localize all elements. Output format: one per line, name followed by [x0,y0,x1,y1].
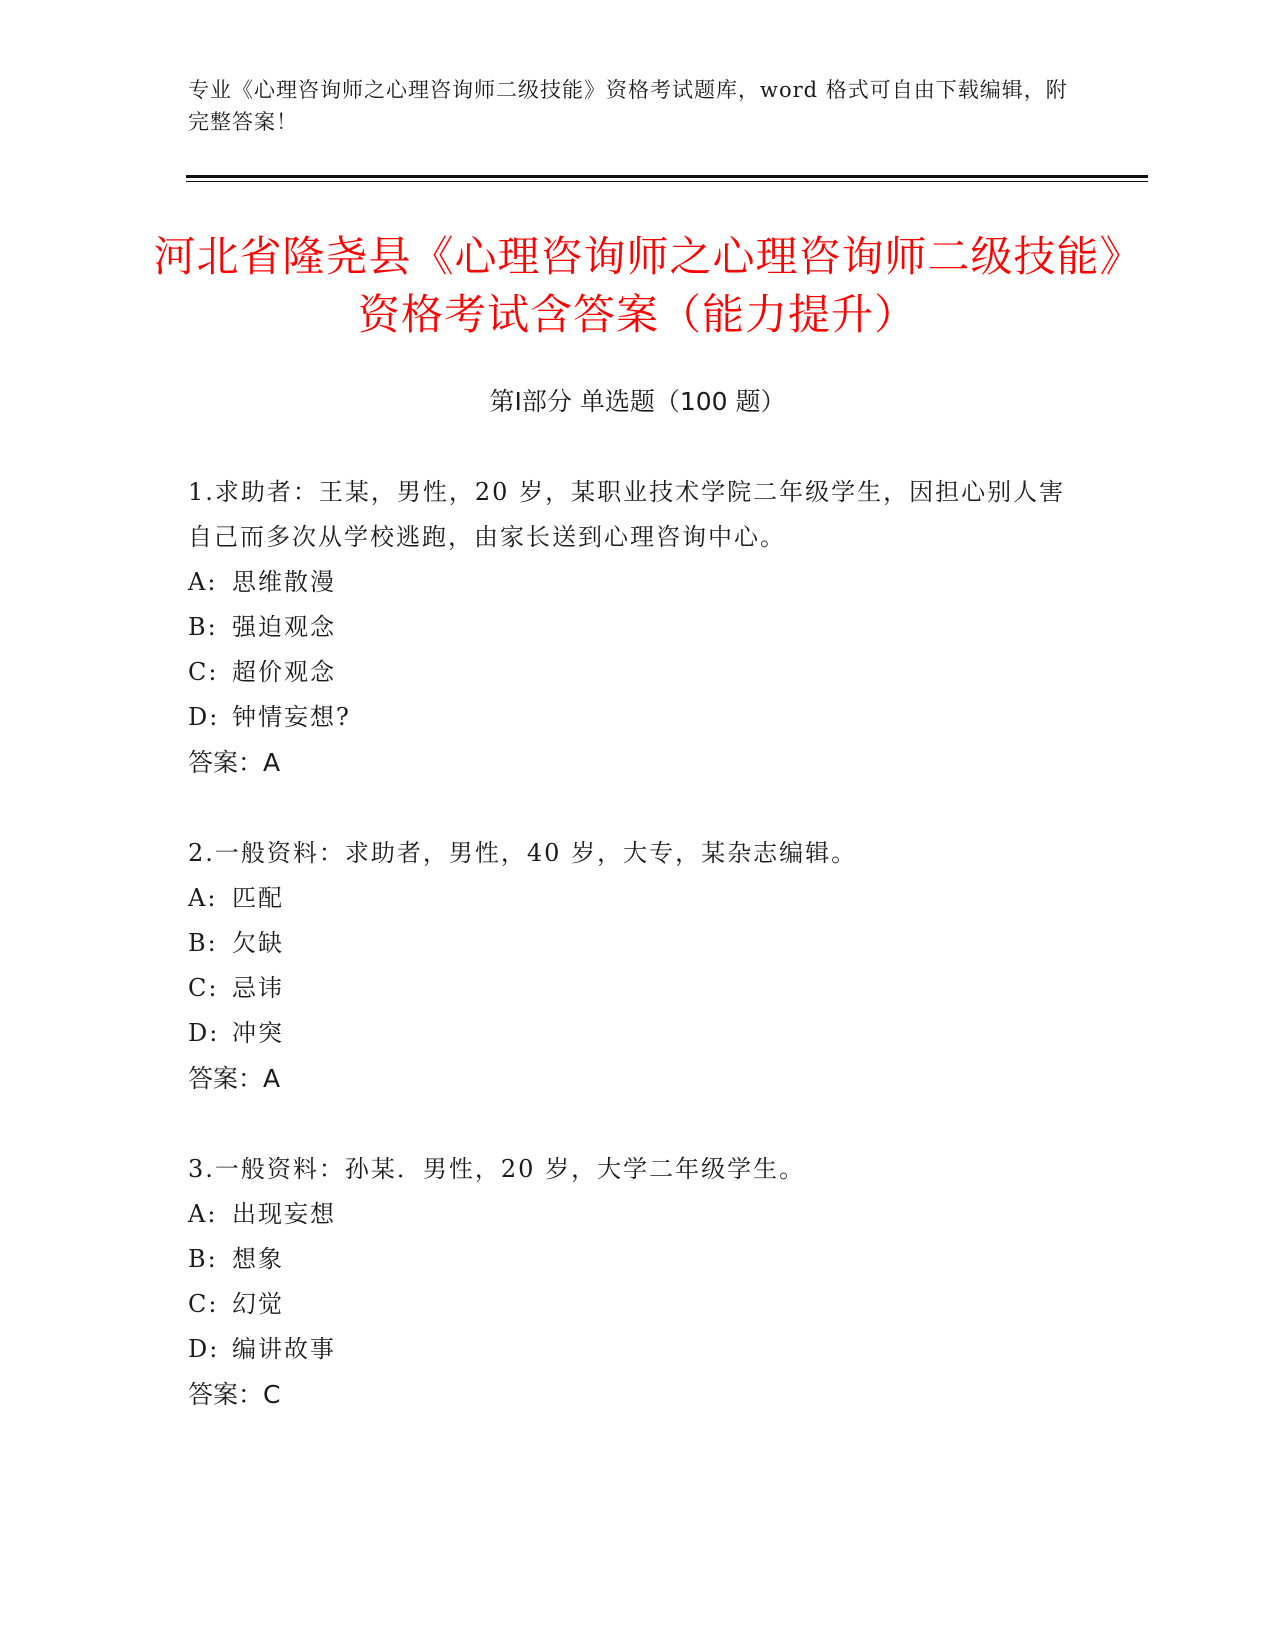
option-key: C: [188,658,219,686]
option-key: A: [188,1200,218,1228]
option-key: C: [188,1290,219,1318]
answer-line: 答案：A [188,748,281,777]
option-text: 钟情妄想? [232,703,351,731]
option-b [188,921,1068,966]
header-rule-thin [186,181,1148,182]
option-a [188,560,1068,605]
option-b [188,1237,1068,1282]
option-text: 出现妄想 [232,1200,336,1228]
answer-line: 答案：A [188,1064,281,1093]
option-key: B: [188,929,218,957]
question-3 [188,1147,1068,1417]
option-text: 幻觉 [232,1290,284,1318]
question-1 [188,470,1068,785]
option-c [188,1282,1068,1327]
option-key: A: [188,568,218,596]
option-key: C: [188,974,219,1002]
option-a [188,1192,1068,1237]
option-text: 忌讳 [232,974,284,1002]
option-text: 超价观念 [232,658,336,686]
header-note: 专业《心理咨询师之心理咨询师二级技能》资格考试题库，word 格式可自由下载编辑，附完整答案！ [188,78,1068,134]
option-text: 强迫观念 [232,613,336,641]
header-rule-thick [186,175,1148,178]
option-key: B: [188,613,218,641]
option-d [188,1011,1068,1056]
option-text: 欠缺 [232,929,284,957]
question-stem: 2.一般资料：求助者，男性，40 岁，大专，某杂志编辑。 [188,839,858,867]
answer-line: 答案：C [188,1380,281,1409]
option-c [188,966,1068,1011]
option-key: B: [188,1245,218,1273]
option-text: 冲突 [232,1019,284,1047]
question-list [188,470,1068,1463]
option-text: 匹配 [232,884,284,912]
option-c [188,650,1068,695]
option-key: D: [188,1335,220,1363]
question-stem: 1.求助者：王某，男性，20 岁，某职业技术学院二年级学生，因担心别人害自己而多次从学校逃跑，由家长送到心理咨询中心。 [188,478,1066,551]
question-stem: 3.一般资料：孙某．男性，20 岁，大学二年级学生。 [188,1155,806,1183]
option-key: D: [188,703,220,731]
option-text: 想象 [232,1245,284,1273]
option-text: 思维散漫 [232,568,336,596]
question-2 [188,831,1068,1101]
option-text: 编讲故事 [232,1335,336,1363]
option-key: D: [188,1019,220,1047]
option-d [188,1327,1068,1372]
option-a [188,876,1068,921]
option-b [188,605,1068,650]
option-key: A: [188,884,218,912]
document-title: 河北省隆尧县《心理咨询师之心理咨询师二级技能》资格考试含答案（能力提升） [153,232,1122,339]
section-heading: 第Ⅰ部分 单选题（100 题） [489,387,786,416]
option-d [188,695,1068,740]
